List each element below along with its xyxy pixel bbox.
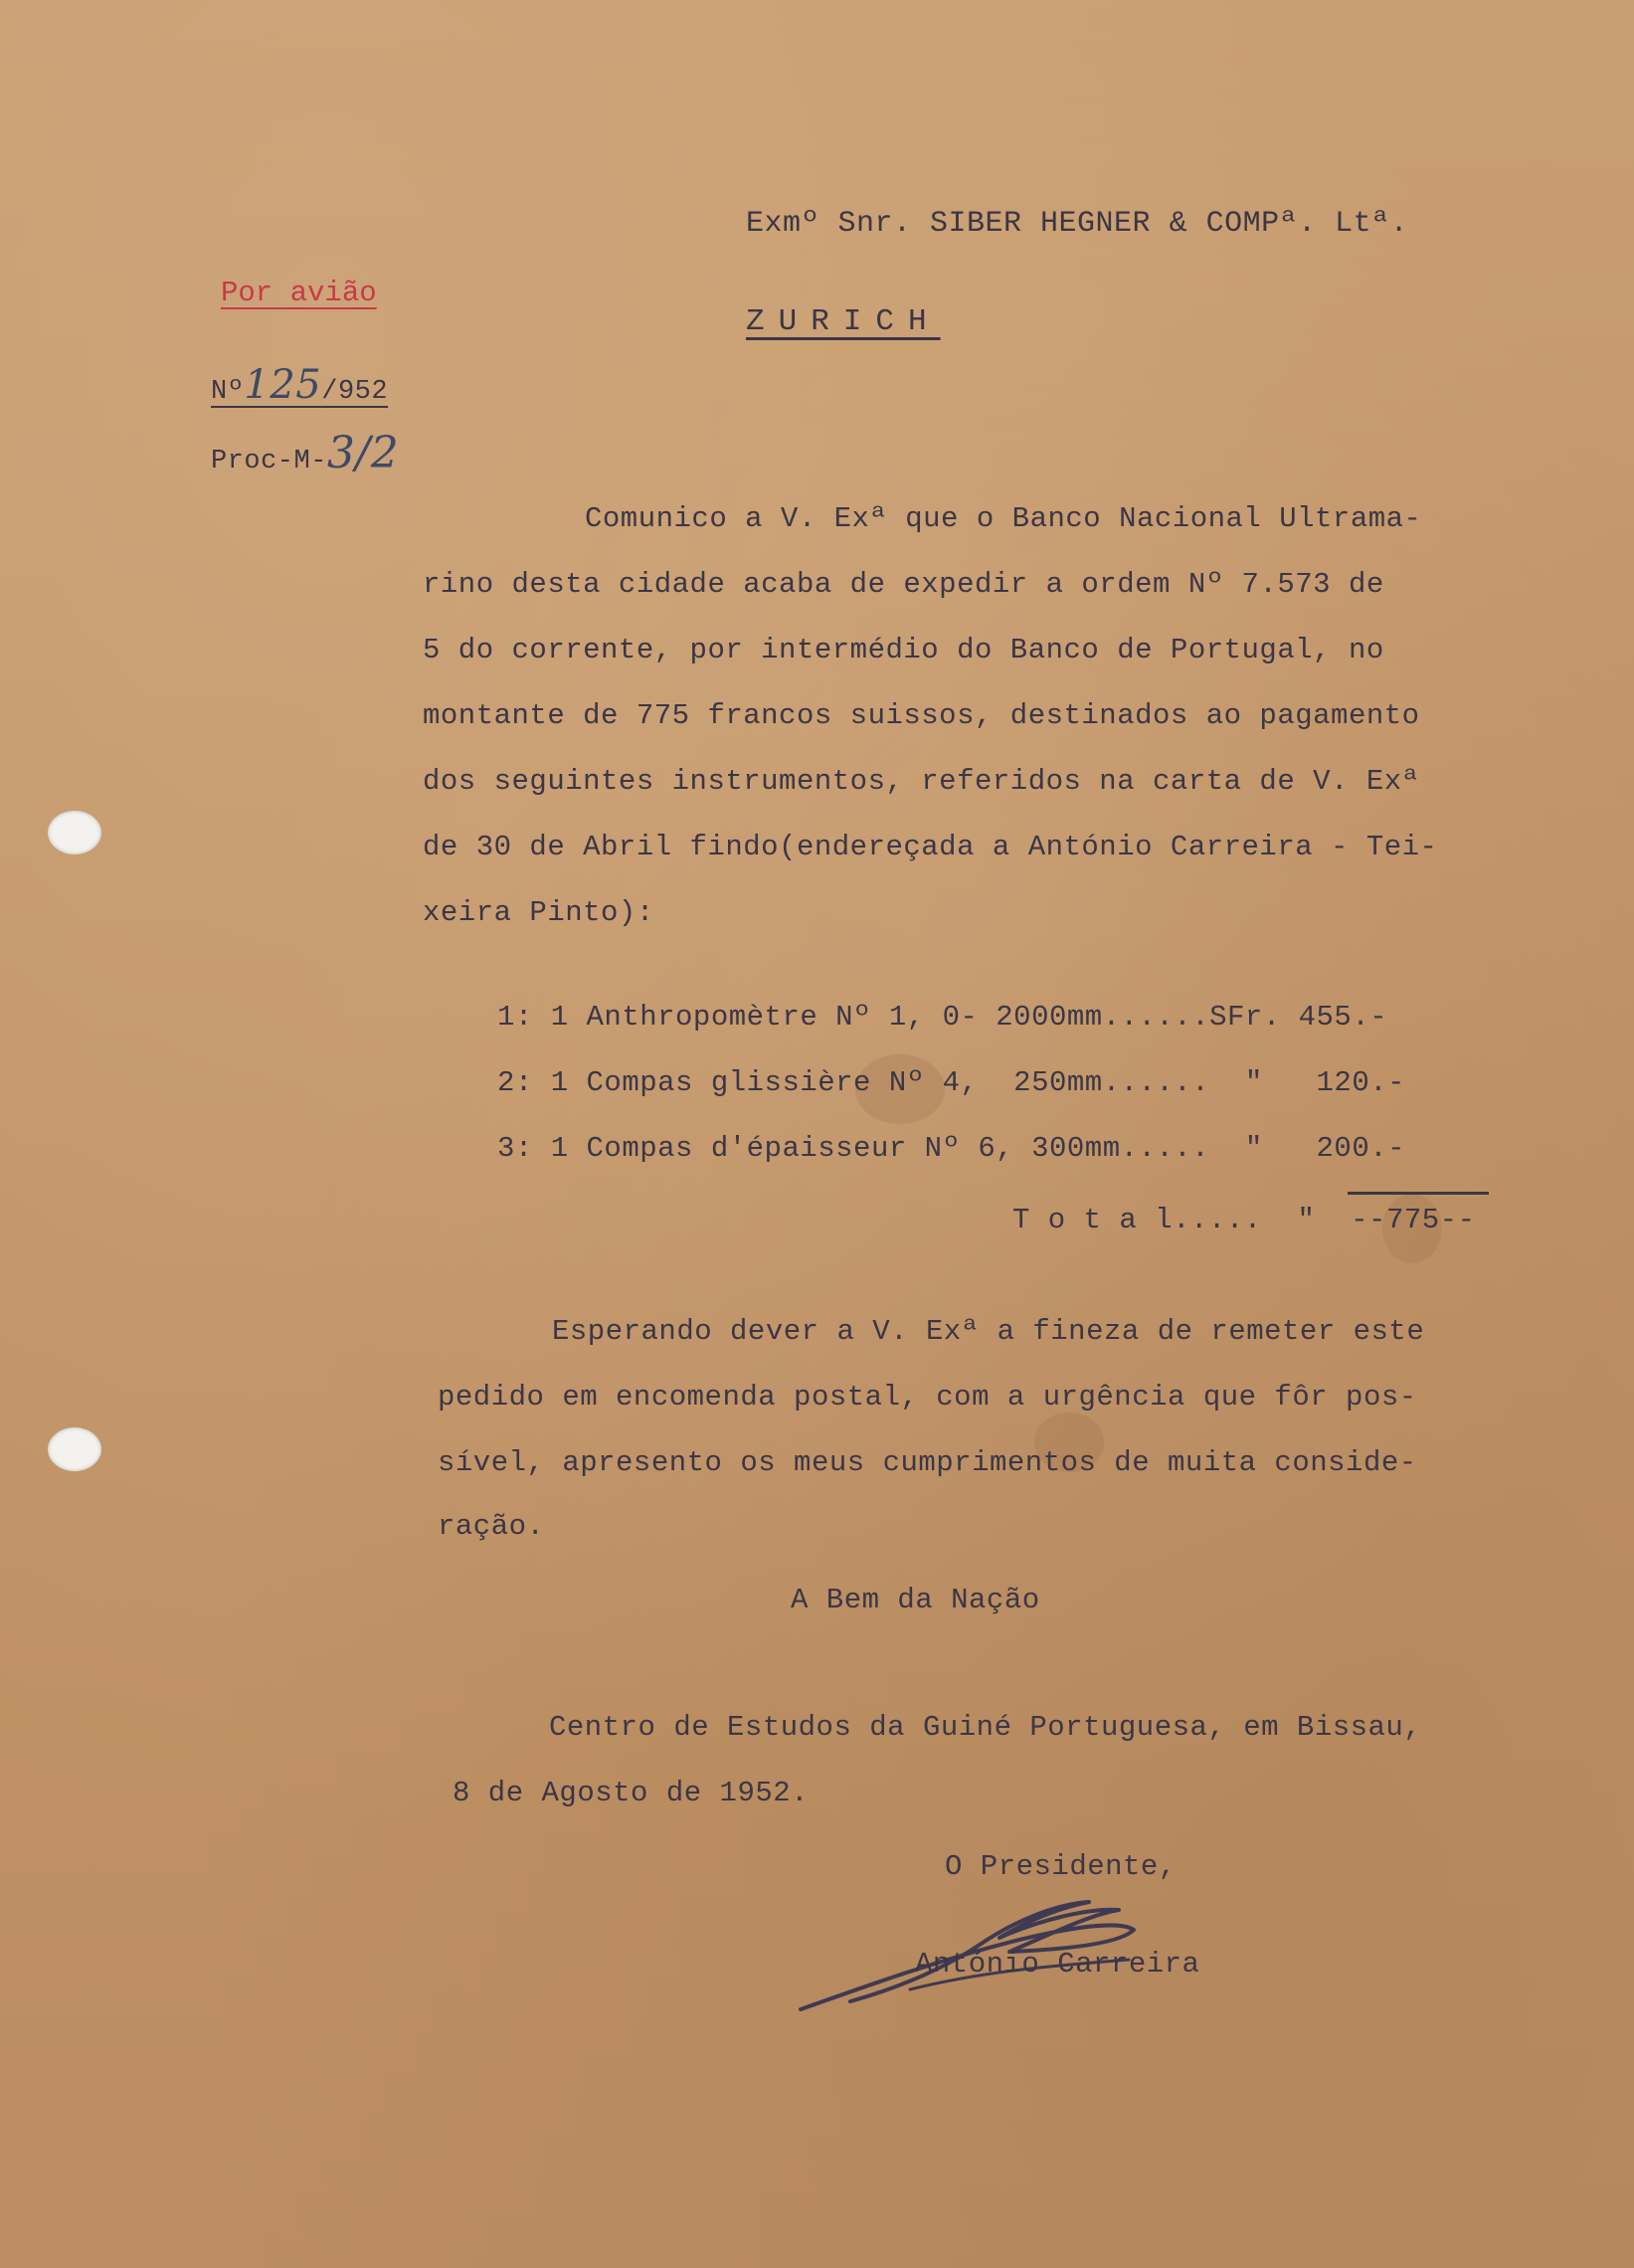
paragraph1-line-3: 5 do corrente, por intermédio do Banco de Portugal, no <box>423 634 1384 666</box>
total-line: T o t a l..... " --775-- <box>1012 1204 1476 1236</box>
addressee-line: Exmº Snr. SIBER HEGNER & COMPª. Ltª. <box>746 207 1409 241</box>
ref-number-prefix: Nº <box>211 377 245 407</box>
proc-handwritten: 3/2 <box>326 428 400 478</box>
paragraph2-line-4: ração. <box>438 1510 545 1543</box>
ref-number-handwritten: 125 <box>244 362 322 408</box>
paragraph1-line-6: de 30 de Abril findo(endereçada a António Carreira - Tei- <box>423 831 1438 863</box>
paragraph2-line-3: sível, apresento os meus cumprimentos de muita conside- <box>438 1446 1417 1479</box>
item-line-3: 3: 1 Compas d'épaisseur Nº 6, 300mm..... " 200.- <box>497 1132 1406 1165</box>
ref-number-year: /952 <box>321 377 389 407</box>
total-rule <box>1348 1192 1489 1195</box>
paragraph1-line-2: rino desta cidade acaba de expedir a ordem Nº 7.573 de <box>423 568 1384 601</box>
salutation: A Bem da Nação <box>791 1584 1040 1616</box>
addressee-city: ZURICH <box>746 304 941 339</box>
signatory-name: António Carreira <box>915 1948 1200 1981</box>
reference-number <box>211 362 388 408</box>
signatory-title: O Presidente, <box>945 1850 1177 1883</box>
paragraph1-line-1: Comunico a V. Exª que o Banco Nacional Ultrama- <box>585 502 1422 535</box>
date-line: 8 de Agosto de 1952. <box>453 1777 810 1809</box>
paragraph1-line-5: dos seguintes instrumentos, referidos na carta de V. Exª <box>423 765 1420 798</box>
item-line-1: 1: 1 Anthropomètre Nº 1, 0- 2000mm......SFr. 455.- <box>497 1001 1388 1034</box>
punch-hole-top <box>48 811 101 854</box>
punch-hole-bottom <box>48 1427 101 1471</box>
item-line-2: 2: 1 Compas glissière Nº 4, 250mm...... " 120.- <box>497 1066 1406 1099</box>
proc-prefix: Proc-M- <box>211 447 327 476</box>
paragraph2-line-1: Esperando dever a V. Exª a fineza de remeter este <box>552 1315 1425 1348</box>
place-line: Centro de Estudos da Guiné Portuguesa, em Bissau, <box>549 1711 1422 1744</box>
airmail-stamp: Por avião <box>221 277 377 309</box>
paragraph1-line-4: montante de 775 francos suissos, destinados ao pagamento <box>423 699 1420 732</box>
paragraph1-line-7: xeira Pinto): <box>423 896 654 929</box>
process-reference <box>211 428 399 478</box>
paragraph2-line-2: pedido em encomenda postal, com a urgência que fôr pos- <box>438 1381 1417 1414</box>
